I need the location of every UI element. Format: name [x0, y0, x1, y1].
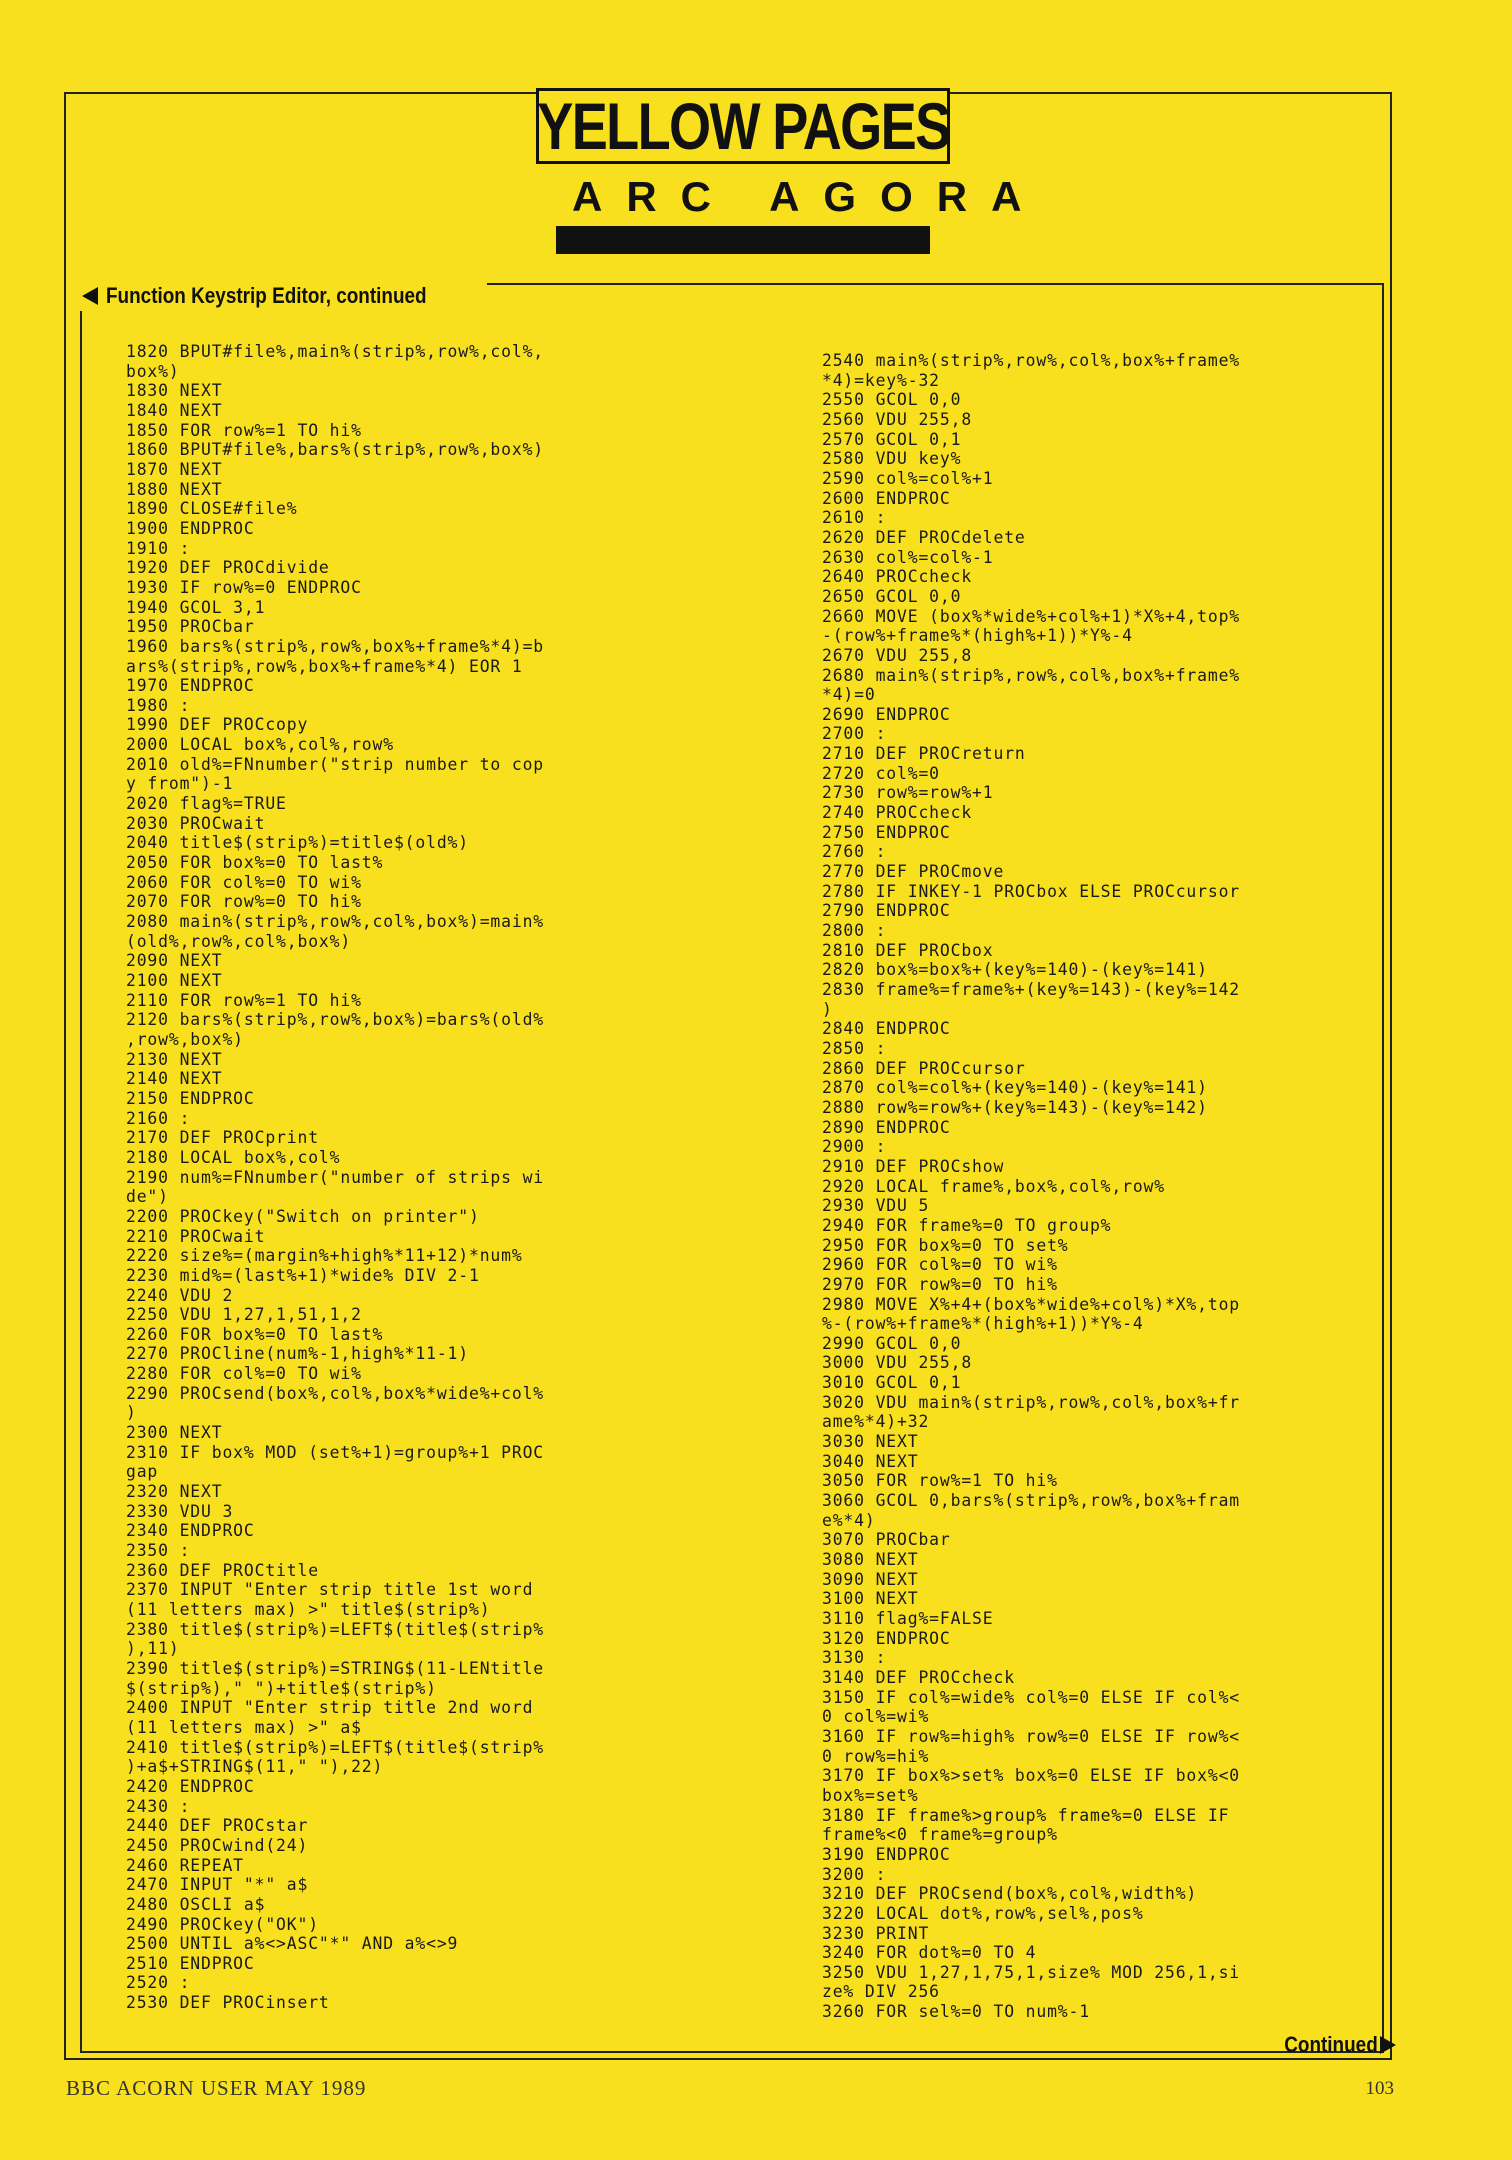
code-line: 2620 DEF PROCdelete: [822, 527, 1026, 547]
code-line: 2350 :: [126, 1541, 191, 1561]
footer-publication: BBC ACORN USER MAY 1989: [66, 2076, 367, 2100]
code-line: 3010 GCOL 0,1: [822, 1373, 962, 1393]
code-line: 2030 PROCwait: [126, 813, 266, 833]
code-line: 2650 GCOL 0,0: [822, 586, 962, 606]
code-line: 2220 size%=(margin%+high%*11+12)*num%: [126, 1246, 523, 1266]
code-line: )+a$+STRING$(11," "),22): [126, 1757, 384, 1777]
code-line: 2630 col%=col%-1: [822, 547, 994, 567]
code-line: 2500 UNTIL a%<>ASC"*" AND a%<>9: [126, 1934, 459, 1954]
code-line: 2010 old%=FNnumber("strip number to cop: [126, 754, 545, 774]
code-line: 2240 VDU 2: [126, 1285, 234, 1305]
code-line: 2080 main%(strip%,row%,col%,box%)=main%: [126, 912, 545, 932]
code-line: 2180 LOCAL box%,col%: [126, 1147, 341, 1167]
code-line: (11 letters max) >" title$(strip%): [126, 1600, 491, 1619]
code-line: 1860 BPUT#file%,bars%(strip%,row%,box%): [126, 440, 545, 460]
code-line: 1990 DEF PROCcopy: [126, 715, 309, 735]
code-line: 2840 ENDPROC: [822, 1019, 951, 1039]
code-line: *4)=0: [822, 685, 876, 705]
code-line: 2860 DEF PROCcursor: [822, 1058, 1026, 1078]
code-line: 2600 ENDPROC: [822, 488, 951, 508]
code-line: 2470 INPUT "*" a$: [126, 1875, 309, 1895]
code-line: 1920 DEF PROCdivide: [126, 558, 330, 578]
code-line: 2690 ENDPROC: [822, 704, 951, 724]
footer-page-number: 103: [1365, 2078, 1394, 2099]
code-line: 2640 PROCcheck: [822, 567, 973, 587]
code-line: 2060 FOR col%=0 TO wi%: [126, 872, 362, 892]
code-line: 1980 :: [126, 695, 191, 715]
code-line: 2270 PROCline(num%-1,high%*11-1): [126, 1344, 469, 1364]
code-line: 2900 :: [822, 1137, 887, 1157]
code-line: 2810 DEF PROCbox: [822, 940, 994, 960]
code-line: ze% DIV 256: [822, 1982, 940, 2002]
code-line: 2740 PROCcheck: [822, 803, 973, 823]
code-line: 2490 PROCkey("OK"): [126, 1914, 319, 1934]
continued-label: [1269, 2032, 1396, 2058]
code-line: 3200 :: [822, 1864, 887, 1884]
code-line: 2230 mid%=(last%+1)*wide% DIV 2-1: [126, 1265, 480, 1285]
code-line: 3020 VDU main%(strip%,row%,col%,box%+fr: [822, 1392, 1241, 1412]
code-line: 2830 frame%=frame%+(key%=143)-(key%=142: [822, 980, 1241, 999]
code-line: 2820 box%=box%+(key%=140)-(key%=141): [822, 960, 1208, 980]
code-line: 2390 title$(strip%)=STRING$(11-LENtitle: [126, 1658, 545, 1678]
code-line: 2580 VDU key%: [822, 449, 962, 469]
code-line: 3220 LOCAL dot%,row%,sel%,pos%: [822, 1903, 1144, 1923]
code-line: 2950 FOR box%=0 TO set%: [822, 1235, 1069, 1255]
code-line: 2130 NEXT: [126, 1049, 223, 1069]
code-line: 2370 INPUT "Enter strip title 1st word: [126, 1580, 534, 1600]
code-line: 1970 ENDPROC: [126, 676, 255, 696]
code-line: 2700 :: [822, 724, 887, 744]
code-line: ame%*4)+32: [822, 1412, 930, 1432]
code-line: ),11): [126, 1639, 180, 1659]
code-line: 3090 NEXT: [822, 1569, 919, 1589]
code-line: %-(row%+frame%*(high%+1))*Y%-4: [822, 1314, 1144, 1334]
code-line: 2970 FOR row%=0 TO hi%: [822, 1274, 1058, 1294]
code-line: 2150 ENDPROC: [126, 1088, 255, 1108]
code-line: 2360 DEF PROCtitle: [126, 1560, 319, 1580]
code-line: 2200 PROCkey("Switch on printer"): [126, 1206, 480, 1226]
code-line: 2440 DEF PROCstar: [126, 1816, 309, 1836]
code-line: 2510 ENDPROC: [126, 1953, 255, 1973]
code-line: 0 row%=hi%: [822, 1746, 930, 1766]
code-line: 3170 IF box%>set% box%=0 ELSE IF box%<0: [822, 1766, 1241, 1786]
code-line: (11 letters max) >" a$: [126, 1717, 362, 1737]
section-subtitle: ARC AGORA: [572, 173, 1046, 220]
code-line: 3000 VDU 255,8: [822, 1353, 973, 1373]
code-line: 2210 PROCwait: [126, 1226, 266, 1246]
code-line: 2040 title$(strip%)=title$(old%): [126, 833, 469, 853]
code-line: 2670 VDU 255,8: [822, 645, 973, 665]
code-line: 1910 :: [126, 538, 191, 558]
code-line: 2020 flag%=TRUE: [126, 794, 287, 814]
code-line: 2720 col%=0: [822, 763, 940, 783]
code-line: 2480 OSCLI a$: [126, 1894, 266, 1914]
code-line: 1950 PROCbar: [126, 617, 255, 637]
code-line: ,row%,box%): [126, 1029, 244, 1049]
code-line: 2760 :: [822, 842, 887, 862]
code-line: 2070 FOR row%=0 TO hi%: [126, 892, 362, 912]
code-line: de"): [126, 1187, 169, 1207]
code-line: 2250 VDU 1,27,1,51,1,2: [126, 1305, 362, 1325]
continued-text: Continued: [1284, 2032, 1378, 2057]
code-line: 2380 title$(strip%)=LEFT$(title$(strip%: [126, 1619, 545, 1639]
code-line: 3240 FOR dot%=0 TO 4: [822, 1943, 1037, 1963]
code-line: e%*4): [822, 1510, 876, 1530]
code-line: 1930 IF row%=0 ENDPROC: [126, 577, 362, 597]
code-column-left: [126, 342, 544, 2013]
code-line: 2000 LOCAL box%,col%,row%: [126, 735, 394, 755]
code-line: 2730 row%=row%+1: [822, 783, 994, 803]
code-line: 3060 GCOL 0,bars%(strip%,row%,box%+fram: [822, 1491, 1241, 1511]
code-line: 2660 MOVE (box%*wide%+col%+1)*X%+4,top%: [822, 606, 1241, 626]
code-line: 2560 VDU 255,8: [822, 409, 973, 429]
code-line: ): [126, 1403, 137, 1423]
code-line: 2790 ENDPROC: [822, 901, 951, 921]
code-line: 2520 :: [126, 1973, 191, 1993]
listing-header-text: Function Keystrip Editor, continued: [106, 283, 427, 308]
code-line: frame%<0 frame%=group%: [822, 1825, 1058, 1845]
code-line: 3150 IF col%=wide% col%=0 ELSE IF col%<: [822, 1687, 1241, 1707]
code-line: 2290 PROCsend(box%,col%,box%*wide%+col%: [126, 1383, 545, 1403]
code-line: 2530 DEF PROCinsert: [126, 1993, 330, 2013]
code-line: 2710 DEF PROCreturn: [822, 744, 1026, 764]
code-line: 2090 NEXT: [126, 951, 223, 971]
code-line: 2340 ENDPROC: [126, 1521, 255, 1541]
code-line: $(strip%)," ")+title$(strip%): [126, 1678, 437, 1698]
code-line: 3110 flag%=FALSE: [822, 1609, 994, 1628]
code-line: 2850 :: [822, 1038, 887, 1058]
code-line: 2590 col%=col%+1: [822, 468, 994, 488]
code-line: 2310 IF box% MOD (set%+1)=group%+1 PROC: [126, 1442, 545, 1462]
code-line: 2910 DEF PROCshow: [822, 1156, 1005, 1176]
code-line: 2280 FOR col%=0 TO wi%: [126, 1364, 362, 1384]
code-line: 2430 :: [126, 1796, 191, 1816]
code-line: 2460 REPEAT: [126, 1855, 244, 1875]
code-line: 2050 FOR box%=0 TO last%: [126, 853, 384, 873]
code-line: 2120 bars%(strip%,row%,box%)=bars%(old%: [126, 1010, 545, 1030]
code-line: 2920 LOCAL frame%,box%,col%,row%: [822, 1176, 1165, 1196]
code-line: 3120 ENDPROC: [822, 1628, 951, 1648]
code-line: 0 col%=wi%: [822, 1707, 930, 1727]
code-column-right: [822, 351, 1240, 2022]
code-line: 1880 NEXT: [126, 479, 223, 499]
code-line: 3160 IF row%=high% row%=0 ELSE IF row%<: [822, 1726, 1241, 1746]
code-line: 1850 FOR row%=1 TO hi%: [126, 420, 362, 440]
code-line: 3070 PROCbar: [822, 1530, 951, 1550]
code-line: 2100 NEXT: [126, 971, 223, 990]
code-line: 3260 FOR sel%=0 TO num%-1: [822, 2002, 1090, 2022]
code-line: 2300 NEXT: [126, 1423, 223, 1443]
code-line: 1900 ENDPROC: [126, 518, 255, 538]
code-line: 2870 col%=col%+(key%=140)-(key%=141): [822, 1078, 1208, 1098]
code-line: 2990 GCOL 0,0: [822, 1333, 962, 1353]
code-line: (old%,row%,col%,box%): [126, 931, 352, 951]
code-line: -(row%+frame%*(high%+1))*Y%-4: [822, 626, 1133, 646]
code-line: 2450 PROCwind(24): [126, 1835, 309, 1855]
code-line: 3190 ENDPROC: [822, 1844, 951, 1864]
code-line: y from")-1: [126, 774, 234, 794]
code-line: 3050 FOR row%=1 TO hi%: [822, 1471, 1058, 1491]
code-line: 2140 NEXT: [126, 1069, 223, 1089]
code-line: 1820 BPUT#file%,main%(strip%,row%,col%,: [126, 342, 545, 361]
code-line: 2780 IF INKEY-1 PROCbox ELSE PROCcursor: [822, 881, 1241, 901]
code-line: ): [822, 999, 833, 1019]
code-line: 3040 NEXT: [822, 1451, 919, 1471]
code-line: 3250 VDU 1,27,1,75,1,size% MOD 256,1,si: [822, 1962, 1241, 1982]
code-line: 2170 DEF PROCprint: [126, 1128, 319, 1148]
code-line: 2960 FOR col%=0 TO wi%: [822, 1255, 1058, 1275]
code-line: 3100 NEXT: [822, 1589, 919, 1609]
code-line: 2890 ENDPROC: [822, 1117, 951, 1137]
code-line: 1940 GCOL 3,1: [126, 597, 266, 617]
code-line: 3140 DEF PROCcheck: [822, 1667, 1015, 1687]
code-line: 1840 NEXT: [126, 400, 223, 420]
code-line: 2110 FOR row%=1 TO hi%: [126, 990, 362, 1010]
code-line: 2260 FOR box%=0 TO last%: [126, 1324, 384, 1344]
code-line: 2420 ENDPROC: [126, 1776, 255, 1796]
code-line: 3030 NEXT: [822, 1432, 919, 1452]
code-line: box%=set%: [822, 1785, 919, 1805]
code-line: 1830 NEXT: [126, 381, 223, 401]
code-line: 1870 NEXT: [126, 459, 223, 479]
masthead-title: YELLOW PAGES: [536, 89, 950, 163]
code-line: box%): [126, 361, 180, 381]
code-line: 3080 NEXT: [822, 1550, 919, 1570]
code-line: 2940 FOR frame%=0 TO group%: [822, 1215, 1112, 1235]
code-line: 2770 DEF PROCmove: [822, 862, 1005, 882]
masthead-box: [536, 88, 950, 164]
code-line: 3210 DEF PROCsend(box%,col%,width%): [822, 1884, 1198, 1904]
code-line: 2750 ENDPROC: [822, 822, 951, 842]
code-line: 3130 :: [822, 1648, 887, 1668]
triangle-right-icon: [1380, 2036, 1396, 2054]
code-line: 2880 row%=row%+(key%=143)-(key%=142): [822, 1097, 1208, 1117]
code-line: 1890 CLOSE#file%: [126, 499, 298, 519]
code-line: 2410 title$(strip%)=LEFT$(title$(strip%: [126, 1737, 545, 1757]
code-line: 2930 VDU 5: [822, 1196, 930, 1216]
code-line: ars%(strip%,row%,box%+frame%*4) EOR 1: [126, 656, 523, 676]
code-line: 2190 num%=FNnumber("number of strips wi: [126, 1167, 545, 1187]
code-line: 2800 :: [822, 921, 887, 941]
code-line: 2680 main%(strip%,row%,col%,box%+frame%: [822, 665, 1241, 685]
code-line: 2980 MOVE X%+4+(box%*wide%+col%)*X%,top: [822, 1294, 1241, 1314]
code-line: *4)=key%-32: [822, 370, 940, 390]
code-line: 2570 GCOL 0,1: [822, 429, 962, 449]
decorative-bar: [556, 226, 930, 254]
code-line: 1960 bars%(strip%,row%,box%+frame%*4)=b: [126, 636, 545, 656]
code-line: 2160 :: [126, 1108, 191, 1128]
code-line: 2320 NEXT: [126, 1482, 223, 1502]
listing-header: [80, 281, 487, 311]
code-line: 3230 PRINT: [822, 1923, 930, 1943]
code-line: 2400 INPUT "Enter strip title 2nd word: [126, 1698, 534, 1718]
triangle-left-icon: [82, 287, 98, 305]
code-line: 2540 main%(strip%,row%,col%,box%+frame%: [822, 351, 1241, 370]
code-line: 2550 GCOL 0,0: [822, 390, 962, 410]
code-line: gap: [126, 1462, 159, 1482]
code-line: 3180 IF frame%>group% frame%=0 ELSE IF: [822, 1805, 1230, 1825]
code-line: 2330 VDU 3: [126, 1501, 234, 1521]
code-line: 2610 :: [822, 508, 887, 528]
